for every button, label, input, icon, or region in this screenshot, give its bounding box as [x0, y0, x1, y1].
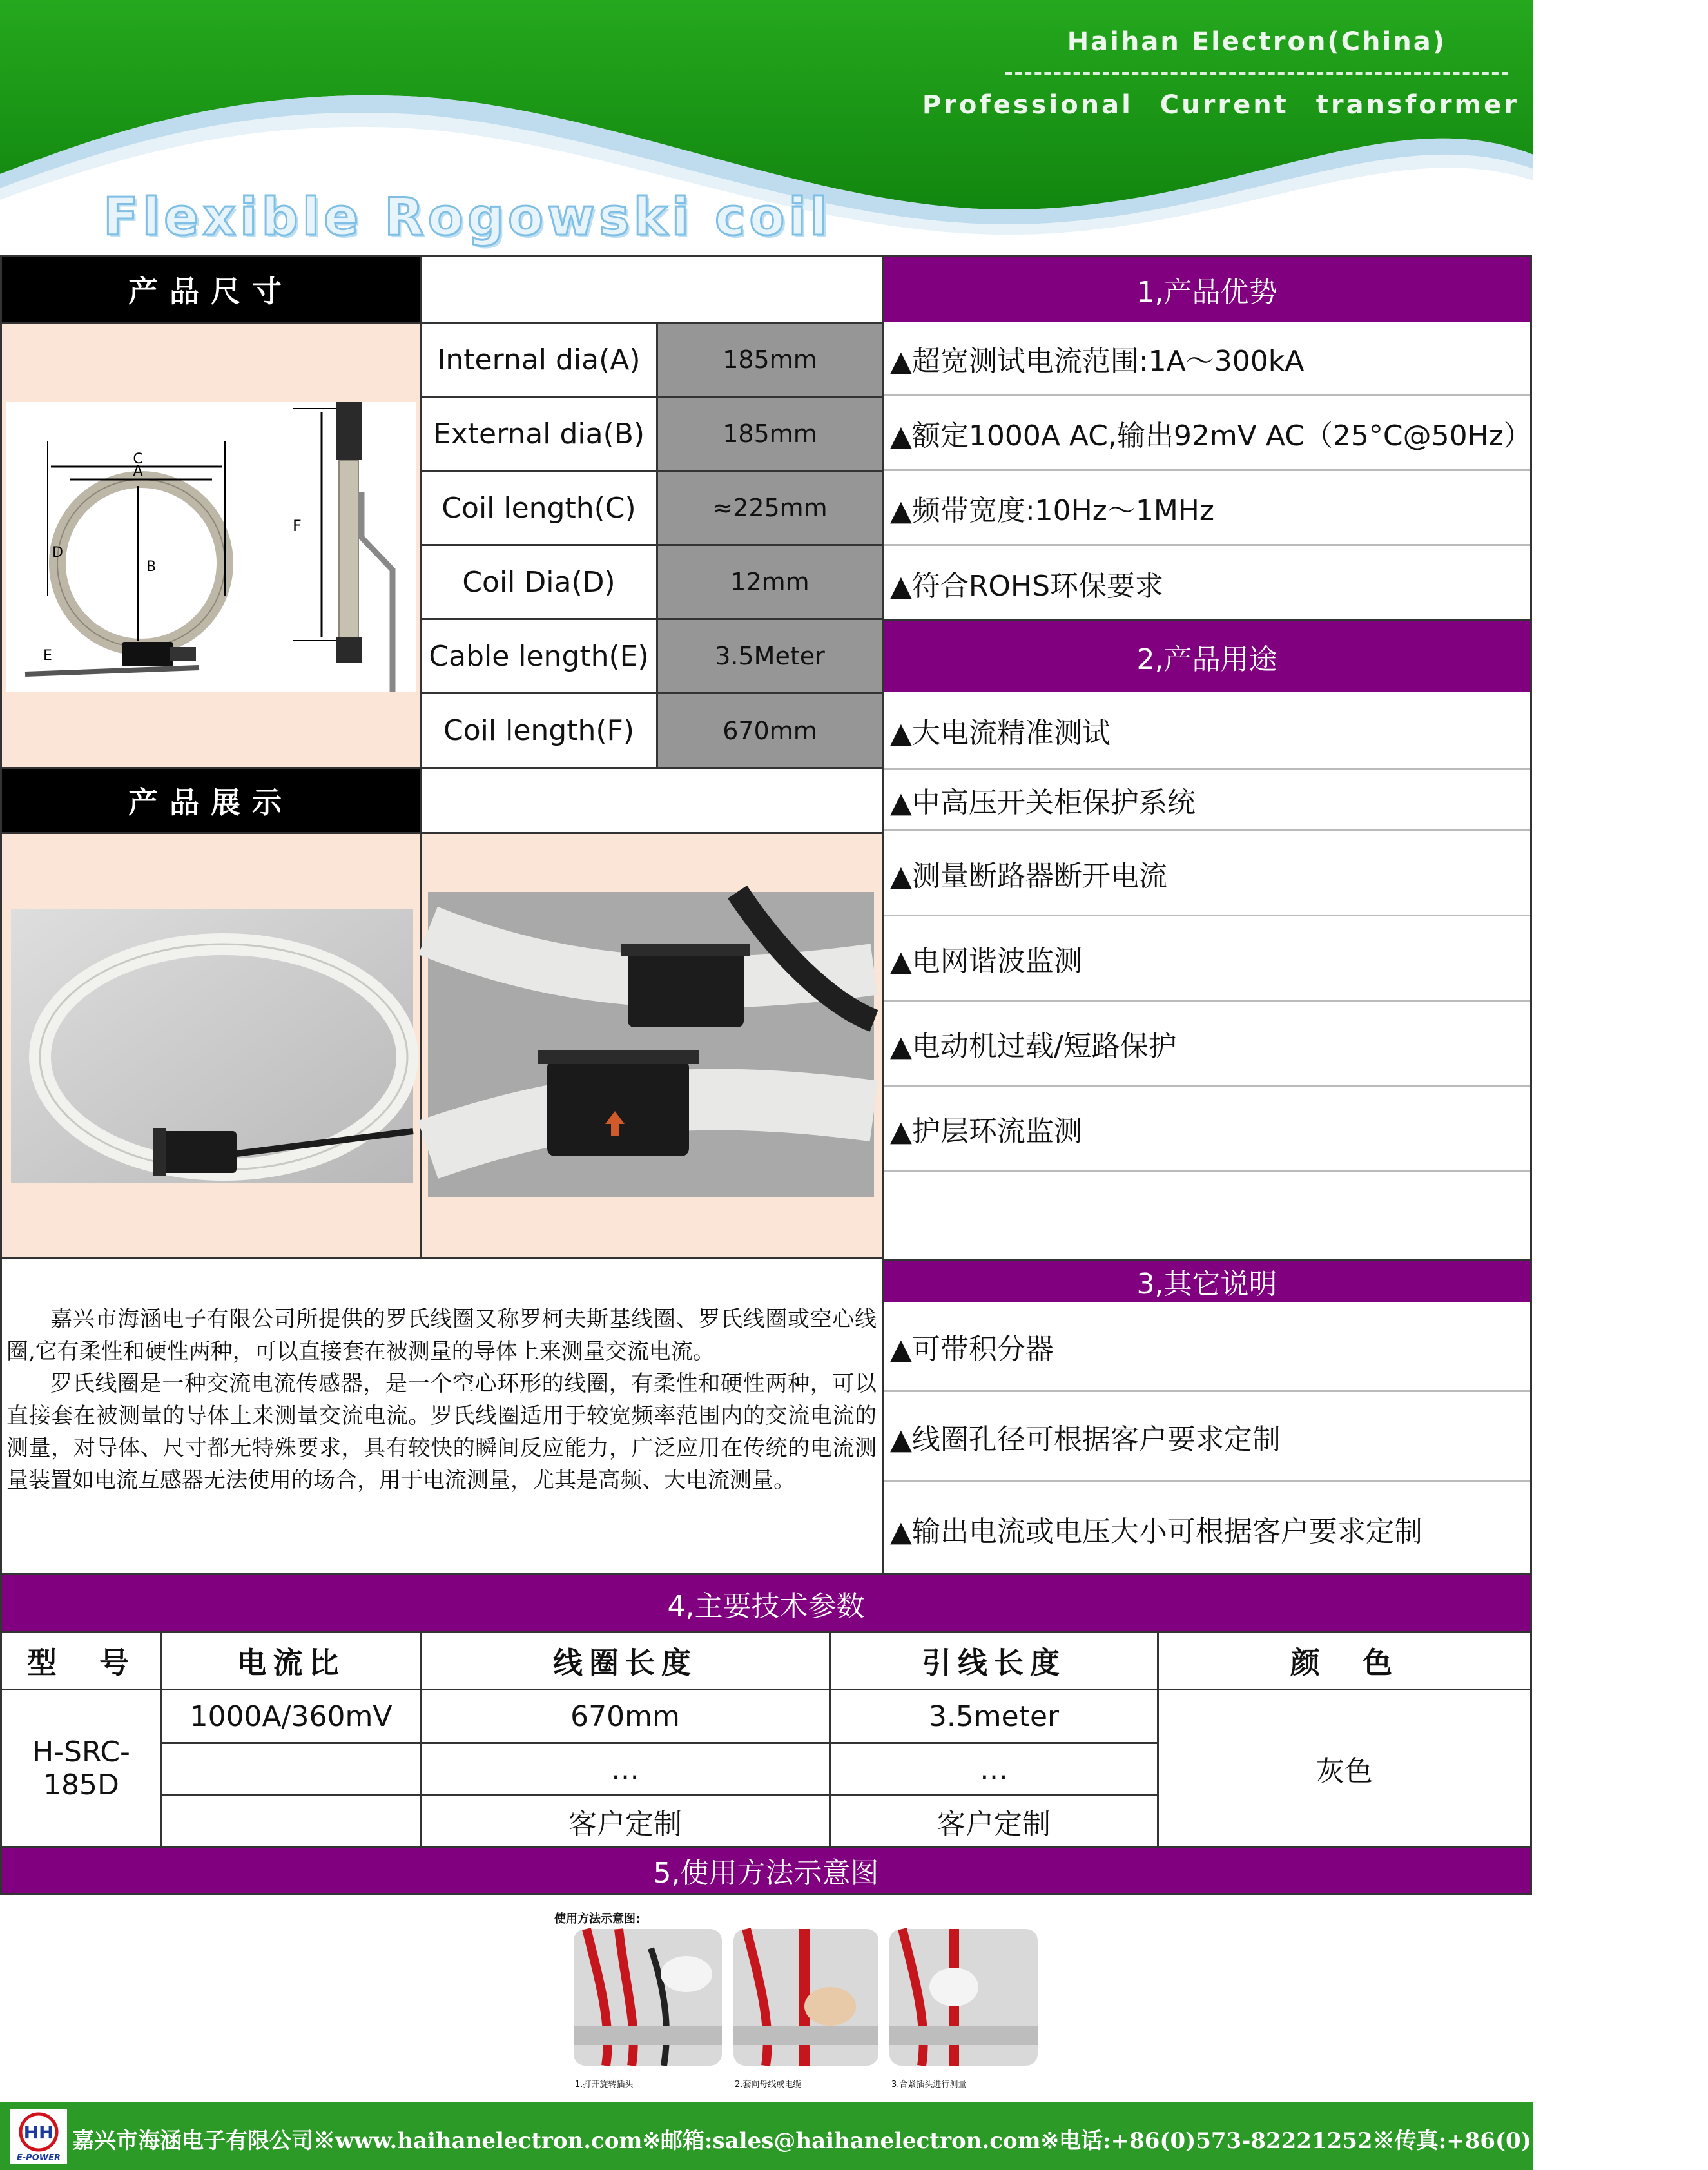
spec-value: 12mm [656, 544, 884, 620]
use-item: ▲护层环流监测 [884, 1087, 1530, 1172]
params-column-header: 型 号 [0, 1631, 162, 1690]
use-item: ▲测量断路器断开电流 [884, 831, 1530, 916]
spec-label: Coil length(C) [420, 470, 658, 546]
product-photo-cell-2 [420, 832, 884, 1259]
usage-step-photo-2 [733, 1929, 878, 2066]
usage-step-label: 3.合紧插头进行测量 [891, 2080, 967, 2089]
usage-step-label: 1.打开旋转插头 [575, 2080, 634, 2089]
spec-value: ≈225mm [656, 470, 884, 546]
params-ratio [160, 1742, 422, 1796]
spec-value: 185mm [656, 322, 884, 398]
diagram-label-f: F [293, 517, 302, 535]
display-heading: 产品展示 [0, 767, 422, 834]
params-heading: 4,主要技术参数 [0, 1573, 1532, 1633]
params-column-header: 线圈长度 [420, 1631, 831, 1690]
advantage-item: ▲符合ROHS环保要求 [884, 546, 1530, 621]
other-note-item: ▲输出电流或电压大小可根据客户要求定制 [884, 1482, 1530, 1575]
page-footer [0, 2102, 1708, 2170]
params-column-header: 引线长度 [829, 1631, 1159, 1690]
product-photo-cell-1 [0, 832, 422, 1259]
spec-label: Internal dia(A) [420, 322, 658, 398]
params-lead-length: 3.5meter [829, 1689, 1159, 1744]
company-logo-icon [10, 2109, 67, 2164]
usage-step-label: 2.套向母线或电缆 [735, 2080, 802, 2089]
diagram-label-e: E [43, 648, 52, 664]
page-title: Flexible Rogowski coil [103, 187, 832, 247]
header-tagline: Professional Current transformer [922, 90, 1519, 120]
footer-contact-info: 嘉兴市海涵电子有限公司※www.haihanelectron.com※邮箱:sales@haihanelectron.com※电话:+86(0)573-82221252※传真:+86(0)573-82220773 [72, 2128, 1708, 2154]
spec-label: External dia(B) [420, 396, 658, 472]
advantages-list [882, 322, 1532, 621]
display-heading-blank [420, 767, 884, 834]
advantage-item: ▲额定1000A AC,输出92mV AC（25°C@50Hz） [884, 396, 1530, 471]
params-color: 灰色 [1157, 1689, 1532, 1848]
params-column-header: 颜 色 [1157, 1631, 1532, 1690]
usage-heading: 5,使用方法示意图 [0, 1846, 1532, 1895]
coil-dimension-diagram [6, 402, 416, 692]
params-coil-length: 客户定制 [420, 1794, 831, 1848]
dimension-diagram-cell [0, 322, 422, 769]
diagram-label-c: C [133, 451, 143, 467]
params-ratio: 1000A/360mV [160, 1689, 422, 1744]
spec-value: 185mm [656, 396, 884, 472]
description-paragraph: 罗氏线圈是一种交流电流传感器，是一个空心环形的线圈，有柔性和硬性两种，可以直接套在被测量的导体上来测量交流电流。罗氏线圈适用于较宽频率范围内的交流电流的测量，对导体、尺寸都无特殊要求，具有较快的瞬间反应能力，广泛应用在传统的电流测量装置如电流互感器无法使用的场合，用于电流测量，尤其是高频、大电流测量。 [6, 1371, 877, 1493]
dimensions-heading: 产品尺寸 [0, 255, 422, 324]
spec-label: Coil Dia(D) [420, 544, 658, 620]
params-lead-length: … [829, 1742, 1159, 1796]
advantage-item: ▲频带宽度:10Hz～1MHz [884, 471, 1530, 546]
company-description [6, 1303, 877, 1497]
diagram-label-b: B [146, 559, 157, 575]
params-coil-length: 670mm [420, 1689, 831, 1744]
params-model: H-SRC-185D [0, 1689, 162, 1848]
svg-text:E-POWER: E-POWER [16, 2153, 61, 2163]
diagram-label-d: D [52, 545, 63, 561]
product-photo-connector [428, 892, 874, 1197]
header-divider [1005, 72, 1508, 75]
other-notes-heading: 3,其它说明 [882, 1259, 1532, 1304]
other-note-item: ▲可带积分器 [884, 1302, 1530, 1392]
page-header [0, 0, 1533, 251]
uses-heading: 2,产品用途 [882, 619, 1532, 694]
advantages-heading: 1,产品优势 [882, 255, 1532, 324]
params-lead-length: 客户定制 [829, 1794, 1159, 1848]
use-item-blank [884, 1172, 1530, 1257]
uses-list [882, 692, 1532, 1259]
params-ratio [160, 1794, 422, 1848]
dimensions-heading-blank [420, 255, 884, 324]
usage-step-photo-1 [574, 1929, 722, 2066]
spec-value: 3.5Meter [656, 618, 884, 694]
other-notes-list [882, 1302, 1532, 1575]
product-photo-coil [11, 909, 413, 1183]
use-item: ▲中高压开关柜保护系统 [884, 770, 1530, 831]
spec-label: Coil length(F) [420, 692, 658, 769]
other-note-item: ▲线圈孔径可根据客户要求定制 [884, 1392, 1530, 1482]
svg-text:HH: HH [23, 2122, 54, 2143]
advantage-item: ▲超宽测试电流范围:1A～300kA [884, 322, 1530, 396]
usage-caption: 使用方法示意图: [554, 1912, 641, 1926]
params-coil-length: … [420, 1742, 831, 1796]
usage-illustration [548, 1904, 1044, 2091]
usage-step-photo-3 [889, 1929, 1038, 2066]
spec-value: 670mm [656, 692, 884, 769]
use-item: ▲大电流精准测试 [884, 692, 1530, 770]
description-paragraph: 嘉兴市海涵电子有限公司所提供的罗氏线圈又称罗柯夫斯基线圈、罗氏线圈或空心线圈,它有柔性和硬性两种，可以直接套在被测量的导体上来测量交流电流。 [6, 1306, 877, 1364]
diagram-label-a: A [133, 463, 143, 480]
use-item: ▲电网谐波监测 [884, 916, 1530, 1002]
header-company-name: Haihan Electron(China) [1067, 27, 1446, 57]
params-column-header: 电流比 [160, 1631, 422, 1690]
spec-label: Cable length(E) [420, 618, 658, 694]
use-item: ▲电动机过载/短路保护 [884, 1002, 1530, 1087]
